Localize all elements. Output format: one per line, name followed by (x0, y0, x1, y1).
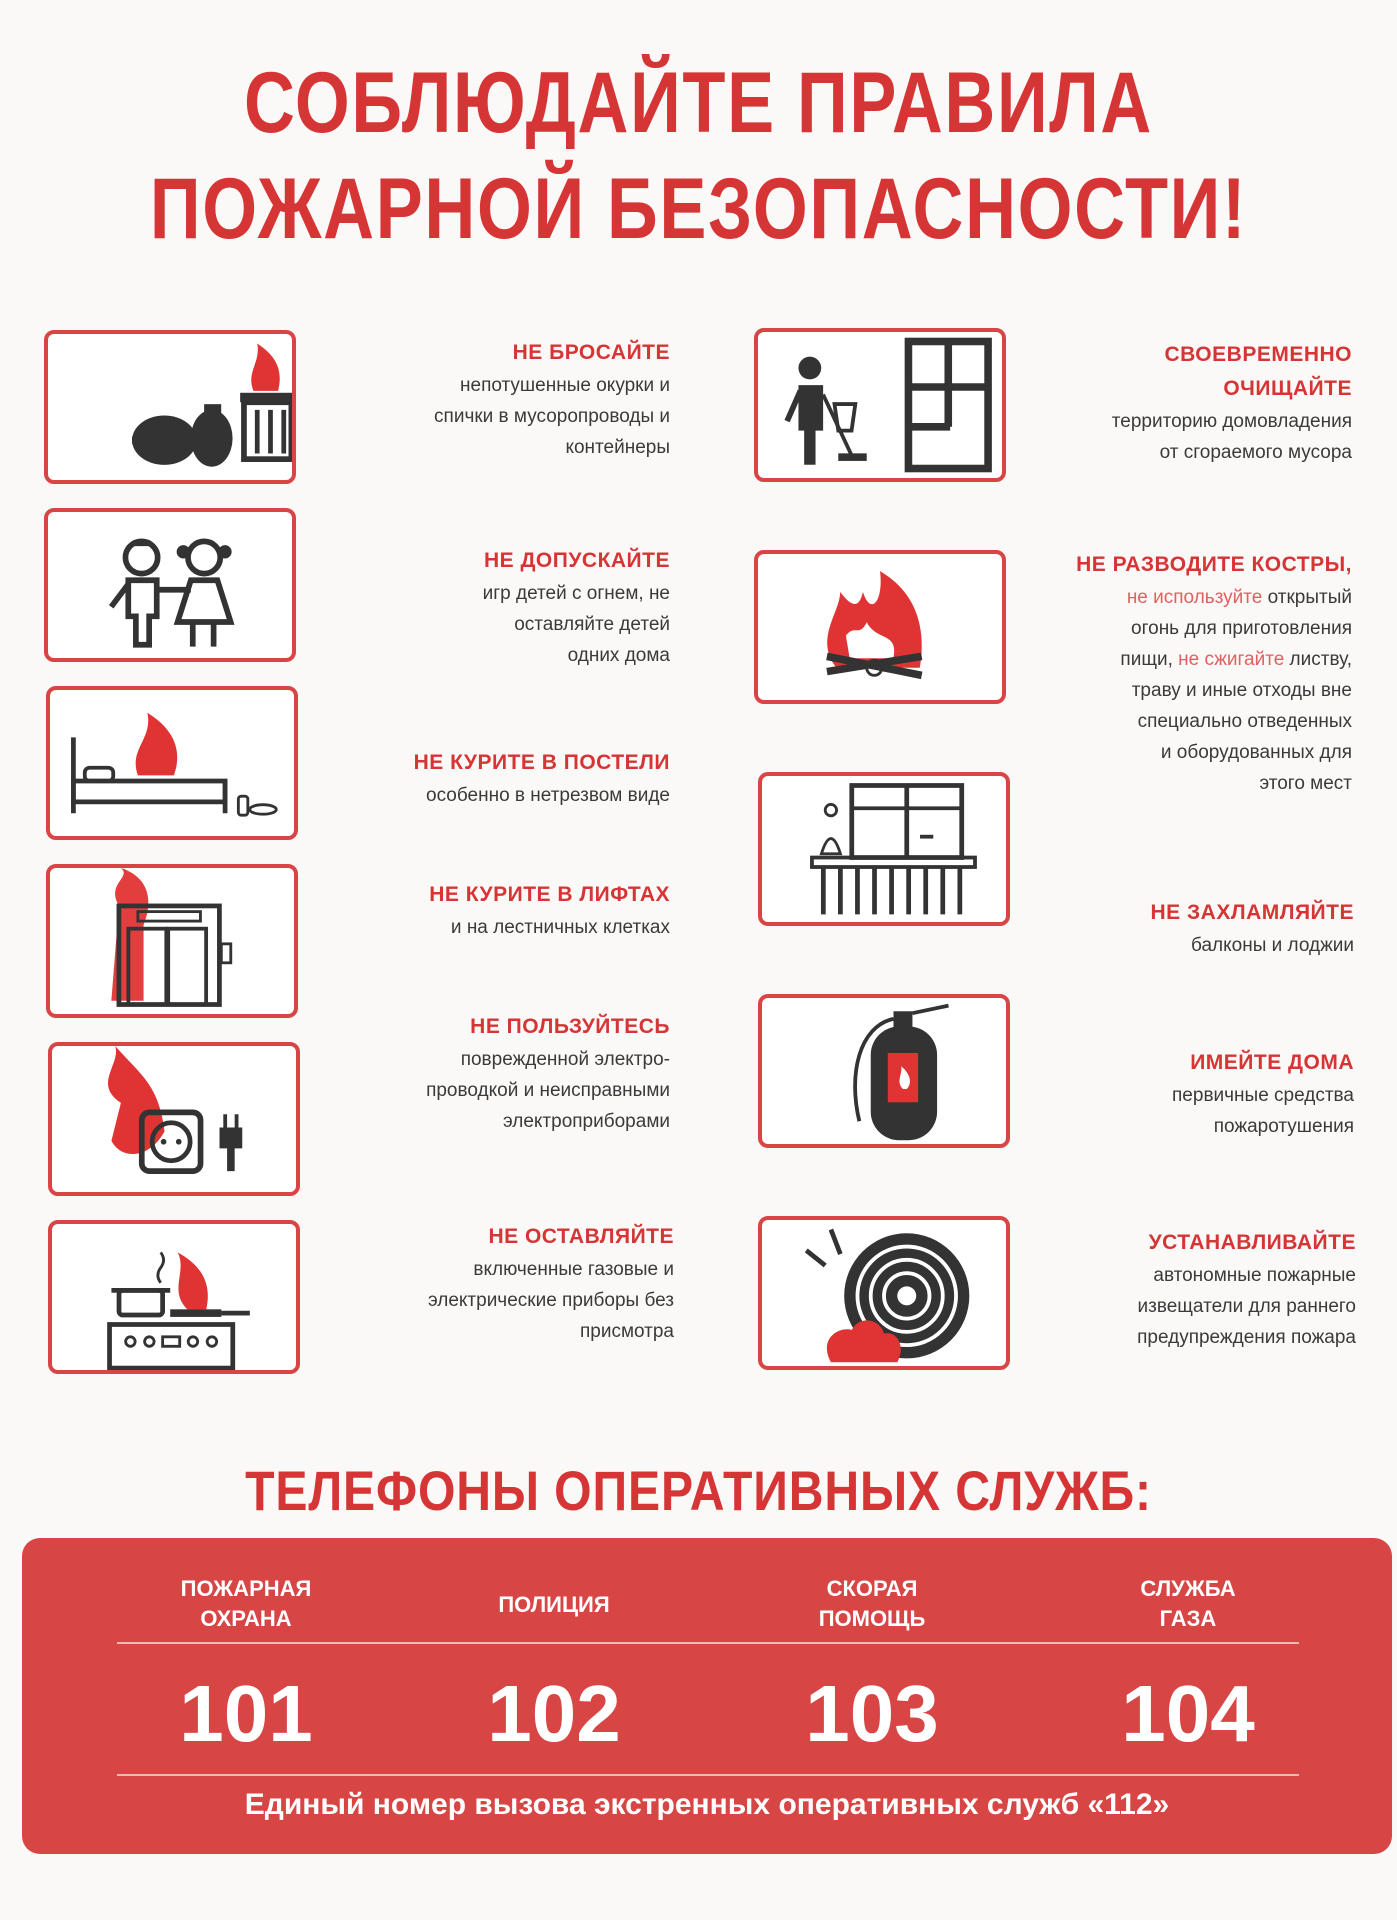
rule-heading: НЕ ОСТАВЛЯЙТЕ (488, 1225, 674, 1248)
rule-heading: НЕ ДОПУСКАЙТЕ (483, 549, 670, 572)
smoke-detector-icon (758, 1216, 1010, 1370)
rule-body-line: спички в мусоропроводы и (434, 406, 670, 427)
rule-body-line: балконы и лоджии (1191, 935, 1354, 956)
rule-text: пищи, (1120, 649, 1179, 670)
rule-highlight: не используйте (1126, 587, 1263, 608)
rule-body-line: включенные газовые и (473, 1259, 674, 1280)
cleaning-person-icon (754, 328, 1006, 482)
rule-body-line: специально отведенных (1137, 711, 1352, 732)
stove-fire-icon (48, 1220, 300, 1374)
service-gas (1058, 1574, 1318, 1634)
rule-text: открытый (1262, 587, 1352, 608)
rule-right-1 (1022, 338, 1352, 468)
service-label: ПОЛИЦИЯ (498, 1592, 610, 1617)
rule-body-line: электроприборами (502, 1111, 670, 1132)
rule-body-line: извещатели для раннего (1137, 1296, 1356, 1317)
phone-number-ambulance: 103 (805, 1669, 939, 1758)
rule-body-line: присмотра (579, 1321, 674, 1342)
rule-heading: НЕ ЗАХЛАМЛЯЙТЕ (1150, 901, 1354, 924)
phones-title: ТЕЛЕФОНЫ ОПЕРАТИВНЫХ СЛУЖБ: (245, 1459, 1152, 1522)
campfire-icon (754, 550, 1006, 704)
rule-left-6 (344, 1220, 674, 1347)
children-icon (44, 508, 296, 662)
rule-heading: УСТАНАВЛИВАЙТЕ (1148, 1231, 1356, 1254)
rule-heading: НЕ ПОЛЬЗУЙТЕСЬ (470, 1015, 670, 1038)
elevator-fire-icon (46, 864, 298, 1018)
rule-body-line (1022, 644, 1352, 675)
service-label: СКОРАЯ (826, 1576, 918, 1601)
rule-body-line: огонь для приготовления (1131, 618, 1352, 639)
rule-body-line: автономные пожарные (1153, 1265, 1356, 1286)
service-fire (116, 1574, 376, 1634)
rule-heading: ИМЕЙТЕ ДОМА (1190, 1051, 1354, 1074)
rule-body-line: особенно в нетрезвом виде (426, 785, 670, 806)
service-label: ОХРАНА (200, 1606, 292, 1631)
rule-body-line: и на лестничных клетках (450, 917, 670, 938)
bed-fire-icon (46, 686, 298, 840)
rule-body-line (1022, 582, 1352, 613)
rule-text: листву, (1284, 649, 1352, 670)
rule-left-5 (340, 1010, 670, 1137)
phone-number-gas: 104 (1121, 1669, 1255, 1758)
unified-number-text: Единый номер вызова экстренных оперативных служб «112» (244, 1788, 1170, 1821)
fire-extinguisher-icon (758, 994, 1010, 1148)
rule-heading: НЕ БРОСАЙТЕ (512, 341, 670, 364)
service-ambulance (742, 1574, 1002, 1634)
service-police (424, 1590, 684, 1620)
rule-highlight: не сжигайте (1178, 649, 1285, 670)
service-label: ПОЖАРНАЯ (180, 1576, 312, 1601)
balcony-icon (758, 772, 1010, 926)
rule-body-line: оставляйте детей (514, 614, 670, 635)
rule-body-line: от сгораемого мусора (1159, 442, 1352, 463)
rule-body-line: первичные средства (1172, 1085, 1354, 1106)
rule-left-3 (340, 746, 670, 811)
socket-fire-icon (48, 1042, 300, 1196)
rule-body-line: предупреждения пожара (1137, 1327, 1356, 1348)
rule-right-2 (1022, 548, 1352, 799)
rule-body-line: территорию домовладения (1111, 411, 1352, 432)
rule-body-line: электрические приборы без (427, 1290, 674, 1311)
rule-body-line: непотушенные окурки и (460, 375, 670, 396)
rule-body-line: и оборудованных для (1160, 742, 1352, 763)
phone-number-fire: 101 (179, 1669, 313, 1758)
rule-heading: НЕ РАЗВОДИТЕ КОСТРЫ, (1076, 553, 1352, 576)
phone-number-police: 102 (487, 1669, 621, 1758)
rule-body-line: поврежденной электро- (460, 1049, 670, 1070)
divider (117, 1774, 1299, 1776)
rule-body-line: одних дома (567, 645, 670, 666)
rule-body-line: пожаротушения (1213, 1116, 1354, 1137)
divider (117, 1642, 1299, 1644)
rule-heading: НЕ КУРИТЕ В ПОСТЕЛИ (413, 751, 670, 774)
phones-panel (22, 1538, 1392, 1854)
rule-body-line: контейнеры (565, 437, 670, 458)
title-line-1: СОБЛЮДАЙТЕ ПРАВИЛА (244, 55, 1153, 151)
rule-body-line: траву и иные отходы вне (1131, 680, 1352, 701)
rule-left-2 (340, 544, 670, 671)
rule-heading: ОЧИЩАЙТЕ (1223, 377, 1352, 400)
service-label: ПОМОЩЬ (818, 1606, 926, 1631)
rule-heading: НЕ КУРИТЕ В ЛИФТАХ (429, 883, 670, 906)
rule-right-4 (1024, 1046, 1354, 1142)
service-label: ГАЗА (1159, 1606, 1217, 1631)
page-title (126, 50, 1272, 262)
rule-right-5 (1026, 1226, 1356, 1353)
trash-bin-fire-icon (44, 330, 296, 484)
rule-heading: СВОЕВРЕМЕННО (1164, 343, 1352, 366)
rule-left-1 (340, 336, 670, 463)
service-label: СЛУЖБА (1140, 1576, 1236, 1601)
rule-body-line: игр детей с огнем, не (482, 583, 670, 604)
rule-left-4 (340, 878, 670, 943)
title-line-2: ПОЖАРНОЙ БЕЗОПАСНОСТИ! (149, 161, 1248, 257)
rule-body-line: проводкой и неисправными (426, 1080, 670, 1101)
rule-right-3 (1024, 896, 1354, 961)
rule-body-line: этого мест (1259, 773, 1352, 794)
